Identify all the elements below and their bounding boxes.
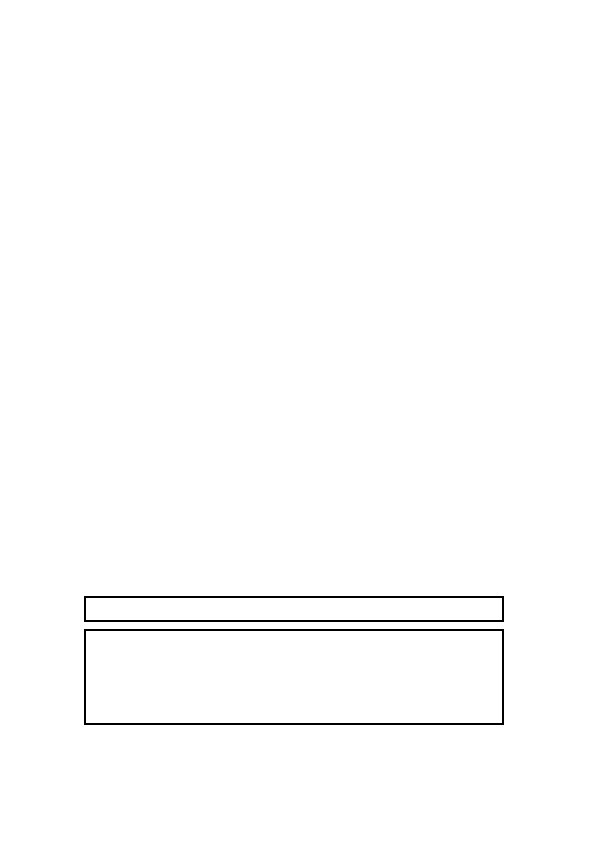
list-box [84,629,504,725]
single-line-box [84,596,504,622]
